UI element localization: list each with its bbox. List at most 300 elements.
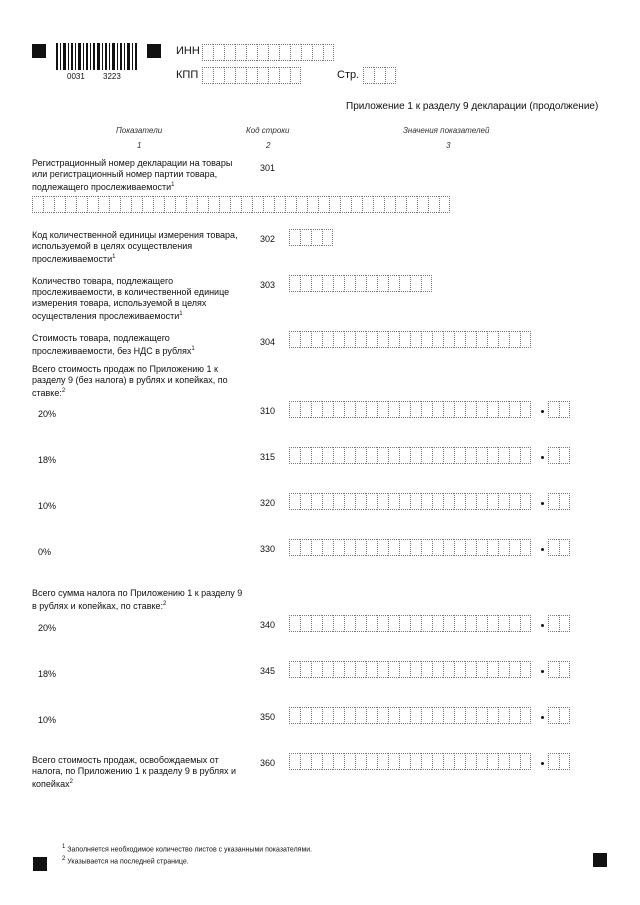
char-cell[interactable] (520, 661, 531, 678)
char-cell[interactable] (465, 447, 476, 464)
char-cell[interactable] (289, 275, 300, 292)
char-cell[interactable] (454, 331, 465, 348)
char-cell[interactable] (311, 401, 322, 418)
char-cell[interactable] (300, 229, 311, 246)
char-cell[interactable] (322, 753, 333, 770)
char-cell[interactable] (279, 44, 290, 61)
char-cell[interactable] (366, 753, 377, 770)
char-cell[interactable] (377, 753, 388, 770)
char-cell[interactable] (322, 493, 333, 510)
char-cell[interactable] (487, 753, 498, 770)
char-cell[interactable] (333, 661, 344, 678)
char-cell[interactable] (289, 539, 300, 556)
char-cell[interactable] (164, 196, 175, 213)
char-cell[interactable] (344, 447, 355, 464)
char-cell[interactable] (289, 753, 300, 770)
inn-field[interactable] (202, 44, 334, 61)
char-cell[interactable] (224, 67, 235, 84)
char-cell[interactable] (559, 661, 570, 678)
char-cell[interactable] (498, 493, 509, 510)
char-cell[interactable] (465, 753, 476, 770)
char-cell[interactable] (300, 275, 311, 292)
char-cell[interactable] (548, 401, 559, 418)
char-cell[interactable] (311, 661, 322, 678)
char-cell[interactable] (559, 447, 570, 464)
char-cell[interactable] (355, 615, 366, 632)
char-cell[interactable] (498, 615, 509, 632)
char-cell[interactable] (428, 196, 439, 213)
char-cell[interactable] (559, 615, 570, 632)
kpp-field[interactable] (202, 67, 301, 84)
char-cell[interactable] (454, 493, 465, 510)
char-cell[interactable] (322, 447, 333, 464)
char-cell[interactable] (410, 707, 421, 724)
char-cell[interactable] (87, 196, 98, 213)
row-320-kopecks-field[interactable] (548, 493, 570, 510)
char-cell[interactable] (421, 493, 432, 510)
row-350-kopecks-field[interactable] (548, 707, 570, 724)
char-cell[interactable] (548, 707, 559, 724)
char-cell[interactable] (213, 67, 224, 84)
char-cell[interactable] (32, 196, 43, 213)
char-cell[interactable] (312, 44, 323, 61)
char-cell[interactable] (559, 493, 570, 510)
char-cell[interactable] (322, 331, 333, 348)
char-cell[interactable] (410, 493, 421, 510)
char-cell[interactable] (509, 447, 520, 464)
char-cell[interactable] (432, 401, 443, 418)
char-cell[interactable] (230, 196, 241, 213)
char-cell[interactable] (377, 707, 388, 724)
char-cell[interactable] (432, 539, 443, 556)
char-cell[interactable] (197, 196, 208, 213)
char-cell[interactable] (509, 753, 520, 770)
char-cell[interactable] (454, 753, 465, 770)
char-cell[interactable] (318, 196, 329, 213)
char-cell[interactable] (498, 753, 509, 770)
char-cell[interactable] (377, 615, 388, 632)
char-cell[interactable] (202, 44, 213, 61)
char-cell[interactable] (355, 401, 366, 418)
char-cell[interactable] (208, 196, 219, 213)
char-cell[interactable] (252, 196, 263, 213)
char-cell[interactable] (366, 493, 377, 510)
char-cell[interactable] (498, 401, 509, 418)
char-cell[interactable] (213, 44, 224, 61)
char-cell[interactable] (421, 331, 432, 348)
char-cell[interactable] (520, 331, 531, 348)
char-cell[interactable] (559, 753, 570, 770)
char-cell[interactable] (289, 493, 300, 510)
char-cell[interactable] (333, 331, 344, 348)
char-cell[interactable] (175, 196, 186, 213)
row-330-rubles-field[interactable] (289, 539, 531, 556)
char-cell[interactable] (263, 196, 274, 213)
char-cell[interactable] (300, 707, 311, 724)
char-cell[interactable] (476, 753, 487, 770)
char-cell[interactable] (548, 539, 559, 556)
char-cell[interactable] (443, 539, 454, 556)
char-cell[interactable] (322, 615, 333, 632)
char-cell[interactable] (498, 539, 509, 556)
char-cell[interactable] (311, 447, 322, 464)
char-cell[interactable] (487, 331, 498, 348)
char-cell[interactable] (432, 447, 443, 464)
char-cell[interactable] (465, 661, 476, 678)
char-cell[interactable] (311, 753, 322, 770)
char-cell[interactable] (487, 539, 498, 556)
char-cell[interactable] (333, 401, 344, 418)
char-cell[interactable] (54, 196, 65, 213)
char-cell[interactable] (300, 661, 311, 678)
char-cell[interactable] (355, 447, 366, 464)
char-cell[interactable] (355, 753, 366, 770)
char-cell[interactable] (432, 661, 443, 678)
char-cell[interactable] (333, 275, 344, 292)
page-number-field[interactable] (363, 67, 396, 84)
char-cell[interactable] (399, 661, 410, 678)
char-cell[interactable] (322, 707, 333, 724)
char-cell[interactable] (153, 196, 164, 213)
char-cell[interactable] (307, 196, 318, 213)
char-cell[interactable] (351, 196, 362, 213)
char-cell[interactable] (399, 707, 410, 724)
char-cell[interactable] (432, 753, 443, 770)
char-cell[interactable] (257, 67, 268, 84)
char-cell[interactable] (322, 229, 333, 246)
char-cell[interactable] (388, 275, 399, 292)
char-cell[interactable] (421, 661, 432, 678)
char-cell[interactable] (355, 707, 366, 724)
char-cell[interactable] (109, 196, 120, 213)
char-cell[interactable] (432, 331, 443, 348)
char-cell[interactable] (311, 331, 322, 348)
row-340-kopecks-field[interactable] (548, 615, 570, 632)
char-cell[interactable] (224, 44, 235, 61)
char-cell[interactable] (377, 661, 388, 678)
char-cell[interactable] (268, 67, 279, 84)
char-cell[interactable] (443, 707, 454, 724)
char-cell[interactable] (311, 229, 322, 246)
char-cell[interactable] (388, 493, 399, 510)
char-cell[interactable] (410, 753, 421, 770)
char-cell[interactable] (385, 67, 396, 84)
char-cell[interactable] (344, 275, 355, 292)
char-cell[interactable] (410, 331, 421, 348)
char-cell[interactable] (377, 539, 388, 556)
char-cell[interactable] (487, 447, 498, 464)
char-cell[interactable] (142, 196, 153, 213)
char-cell[interactable] (476, 331, 487, 348)
char-cell[interactable] (257, 44, 268, 61)
char-cell[interactable] (454, 707, 465, 724)
char-cell[interactable] (498, 707, 509, 724)
char-cell[interactable] (443, 331, 454, 348)
char-cell[interactable] (465, 707, 476, 724)
char-cell[interactable] (311, 615, 322, 632)
row-303-field[interactable] (289, 275, 432, 292)
char-cell[interactable] (388, 661, 399, 678)
char-cell[interactable] (487, 493, 498, 510)
char-cell[interactable] (333, 447, 344, 464)
char-cell[interactable] (476, 493, 487, 510)
char-cell[interactable] (377, 447, 388, 464)
char-cell[interactable] (377, 493, 388, 510)
char-cell[interactable] (268, 44, 279, 61)
char-cell[interactable] (509, 401, 520, 418)
char-cell[interactable] (520, 401, 531, 418)
char-cell[interactable] (410, 615, 421, 632)
char-cell[interactable] (439, 196, 450, 213)
char-cell[interactable] (388, 615, 399, 632)
char-cell[interactable] (487, 707, 498, 724)
char-cell[interactable] (300, 539, 311, 556)
char-cell[interactable] (300, 493, 311, 510)
char-cell[interactable] (98, 196, 109, 213)
char-cell[interactable] (476, 447, 487, 464)
char-cell[interactable] (333, 753, 344, 770)
char-cell[interactable] (300, 331, 311, 348)
char-cell[interactable] (520, 493, 531, 510)
char-cell[interactable] (443, 493, 454, 510)
char-cell[interactable] (509, 331, 520, 348)
char-cell[interactable] (344, 539, 355, 556)
char-cell[interactable] (487, 401, 498, 418)
char-cell[interactable] (520, 753, 531, 770)
char-cell[interactable] (279, 67, 290, 84)
char-cell[interactable] (487, 615, 498, 632)
char-cell[interactable] (289, 661, 300, 678)
char-cell[interactable] (274, 196, 285, 213)
char-cell[interactable] (399, 331, 410, 348)
char-cell[interactable] (344, 661, 355, 678)
char-cell[interactable] (421, 401, 432, 418)
char-cell[interactable] (344, 331, 355, 348)
char-cell[interactable] (399, 401, 410, 418)
char-cell[interactable] (388, 401, 399, 418)
char-cell[interactable] (285, 196, 296, 213)
char-cell[interactable] (399, 753, 410, 770)
char-cell[interactable] (344, 615, 355, 632)
char-cell[interactable] (65, 196, 76, 213)
char-cell[interactable] (290, 44, 301, 61)
char-cell[interactable] (241, 196, 252, 213)
char-cell[interactable] (432, 707, 443, 724)
char-cell[interactable] (417, 196, 428, 213)
char-cell[interactable] (399, 615, 410, 632)
char-cell[interactable] (410, 661, 421, 678)
char-cell[interactable] (300, 753, 311, 770)
char-cell[interactable] (355, 275, 366, 292)
char-cell[interactable] (388, 707, 399, 724)
char-cell[interactable] (301, 44, 312, 61)
row-360-rubles-field[interactable] (289, 753, 531, 770)
char-cell[interactable] (465, 331, 476, 348)
char-cell[interactable] (395, 196, 406, 213)
char-cell[interactable] (476, 661, 487, 678)
char-cell[interactable] (388, 753, 399, 770)
char-cell[interactable] (76, 196, 87, 213)
char-cell[interactable] (454, 539, 465, 556)
char-cell[interactable] (465, 401, 476, 418)
char-cell[interactable] (454, 447, 465, 464)
char-cell[interactable] (289, 615, 300, 632)
row-310-kopecks-field[interactable] (548, 401, 570, 418)
char-cell[interactable] (344, 401, 355, 418)
char-cell[interactable] (454, 661, 465, 678)
char-cell[interactable] (498, 447, 509, 464)
char-cell[interactable] (399, 539, 410, 556)
char-cell[interactable] (322, 401, 333, 418)
char-cell[interactable] (363, 67, 374, 84)
char-cell[interactable] (355, 331, 366, 348)
char-cell[interactable] (465, 615, 476, 632)
char-cell[interactable] (388, 331, 399, 348)
char-cell[interactable] (235, 44, 246, 61)
char-cell[interactable] (289, 229, 300, 246)
row-304-field[interactable] (289, 331, 531, 348)
char-cell[interactable] (131, 196, 142, 213)
char-cell[interactable] (366, 401, 377, 418)
char-cell[interactable] (311, 539, 322, 556)
row-315-rubles-field[interactable] (289, 447, 531, 464)
char-cell[interactable] (443, 615, 454, 632)
char-cell[interactable] (311, 275, 322, 292)
char-cell[interactable] (340, 196, 351, 213)
char-cell[interactable] (399, 447, 410, 464)
char-cell[interactable] (219, 196, 230, 213)
char-cell[interactable] (421, 275, 432, 292)
char-cell[interactable] (559, 401, 570, 418)
char-cell[interactable] (289, 401, 300, 418)
char-cell[interactable] (559, 539, 570, 556)
char-cell[interactable] (333, 615, 344, 632)
row-301-field[interactable] (32, 196, 450, 213)
char-cell[interactable] (311, 707, 322, 724)
char-cell[interactable] (548, 615, 559, 632)
char-cell[interactable] (509, 661, 520, 678)
char-cell[interactable] (366, 275, 377, 292)
row-350-rubles-field[interactable] (289, 707, 531, 724)
char-cell[interactable] (300, 615, 311, 632)
char-cell[interactable] (322, 661, 333, 678)
char-cell[interactable] (520, 615, 531, 632)
row-330-kopecks-field[interactable] (548, 539, 570, 556)
char-cell[interactable] (377, 401, 388, 418)
char-cell[interactable] (323, 44, 334, 61)
char-cell[interactable] (290, 67, 301, 84)
row-320-rubles-field[interactable] (289, 493, 531, 510)
char-cell[interactable] (373, 196, 384, 213)
char-cell[interactable] (366, 447, 377, 464)
char-cell[interactable] (548, 753, 559, 770)
char-cell[interactable] (487, 661, 498, 678)
char-cell[interactable] (366, 615, 377, 632)
char-cell[interactable] (344, 493, 355, 510)
char-cell[interactable] (421, 615, 432, 632)
char-cell[interactable] (520, 707, 531, 724)
char-cell[interactable] (344, 753, 355, 770)
row-302-field[interactable] (289, 229, 333, 246)
char-cell[interactable] (410, 275, 421, 292)
char-cell[interactable] (548, 661, 559, 678)
char-cell[interactable] (377, 275, 388, 292)
row-345-kopecks-field[interactable] (548, 661, 570, 678)
char-cell[interactable] (509, 707, 520, 724)
char-cell[interactable] (355, 539, 366, 556)
row-340-rubles-field[interactable] (289, 615, 531, 632)
char-cell[interactable] (289, 331, 300, 348)
char-cell[interactable] (454, 401, 465, 418)
char-cell[interactable] (443, 401, 454, 418)
char-cell[interactable] (432, 493, 443, 510)
char-cell[interactable] (235, 67, 246, 84)
char-cell[interactable] (548, 447, 559, 464)
row-345-rubles-field[interactable] (289, 661, 531, 678)
char-cell[interactable] (421, 707, 432, 724)
char-cell[interactable] (377, 331, 388, 348)
char-cell[interactable] (296, 196, 307, 213)
char-cell[interactable] (43, 196, 54, 213)
char-cell[interactable] (300, 447, 311, 464)
char-cell[interactable] (388, 447, 399, 464)
char-cell[interactable] (465, 493, 476, 510)
char-cell[interactable] (476, 539, 487, 556)
char-cell[interactable] (410, 447, 421, 464)
char-cell[interactable] (374, 67, 385, 84)
char-cell[interactable] (384, 196, 395, 213)
char-cell[interactable] (443, 753, 454, 770)
char-cell[interactable] (300, 401, 311, 418)
char-cell[interactable] (443, 661, 454, 678)
char-cell[interactable] (410, 401, 421, 418)
char-cell[interactable] (120, 196, 131, 213)
char-cell[interactable] (498, 661, 509, 678)
char-cell[interactable] (476, 401, 487, 418)
char-cell[interactable] (421, 539, 432, 556)
char-cell[interactable] (362, 196, 373, 213)
char-cell[interactable] (520, 447, 531, 464)
char-cell[interactable] (329, 196, 340, 213)
char-cell[interactable] (454, 615, 465, 632)
char-cell[interactable] (366, 539, 377, 556)
char-cell[interactable] (421, 753, 432, 770)
char-cell[interactable] (548, 493, 559, 510)
char-cell[interactable] (289, 447, 300, 464)
char-cell[interactable] (202, 67, 213, 84)
char-cell[interactable] (246, 67, 257, 84)
char-cell[interactable] (366, 707, 377, 724)
char-cell[interactable] (410, 539, 421, 556)
char-cell[interactable] (399, 493, 410, 510)
char-cell[interactable] (509, 615, 520, 632)
char-cell[interactable] (322, 539, 333, 556)
char-cell[interactable] (399, 275, 410, 292)
char-cell[interactable] (465, 539, 476, 556)
char-cell[interactable] (289, 707, 300, 724)
char-cell[interactable] (432, 615, 443, 632)
char-cell[interactable] (246, 44, 257, 61)
char-cell[interactable] (344, 707, 355, 724)
char-cell[interactable] (333, 539, 344, 556)
char-cell[interactable] (509, 493, 520, 510)
char-cell[interactable] (509, 539, 520, 556)
char-cell[interactable] (443, 447, 454, 464)
char-cell[interactable] (476, 615, 487, 632)
char-cell[interactable] (520, 539, 531, 556)
char-cell[interactable] (559, 707, 570, 724)
char-cell[interactable] (476, 707, 487, 724)
